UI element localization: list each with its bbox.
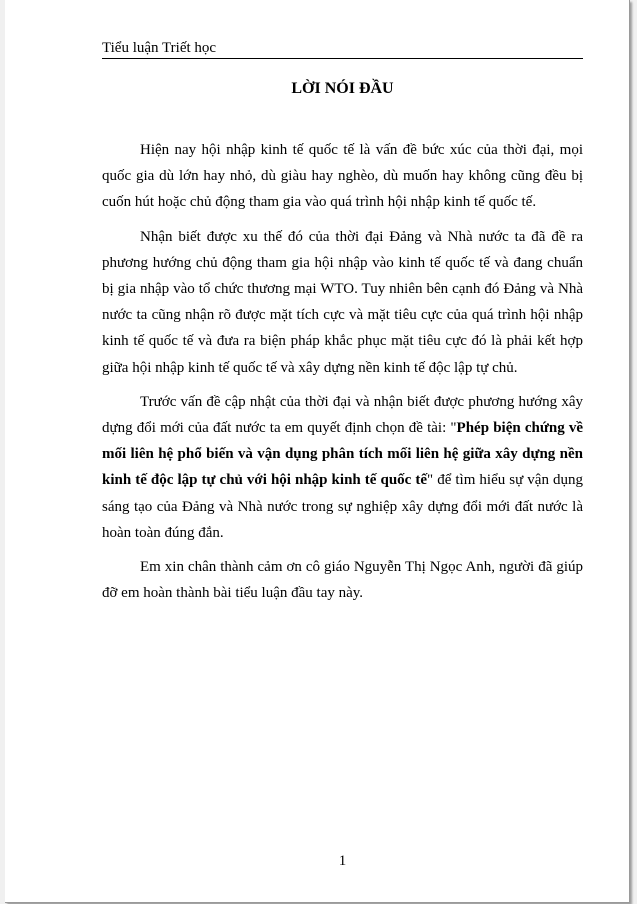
document-page (5, 0, 630, 903)
page-title: LỜI NÓI ĐẦU (291, 80, 394, 97)
paragraph-1: Hiện nay hội nhập kinh tế quốc tế là vấn đề bức xúc của thời đại, mọi quốc gia dù lớn hay nhỏ, dù giàu hay nghèo, dù muốn hay không cũng đều bị cuốn hút hoặc chủ động tham gia vào quá trình hội nhập kinh tế quốc tế. (102, 142, 583, 211)
body-text (102, 137, 583, 614)
paragraph-3-before: Trước vấn đề cập nhật của thời đại và nhận biết được phương hướng xây dựng đổi mới của đất nước ta em quyết định chọn đề tài: " (102, 393, 583, 437)
thesis-topic: Phép biện chứng về mối liên hệ phổ biến và vận dụng phân tích mối liên hệ giữa xây dựng nền kinh tế độc lập tự chủ với hội nhập kinh tế quốc tế (102, 420, 583, 489)
paragraph-4: Em xin chân thành cảm ơn cô giáo Nguyễn Thị Ngọc Anh, người đã giúp đỡ em hoàn thành bài tiểu luận đầu tay này. (102, 559, 583, 602)
page-header: Tiểu luận Triết học (102, 38, 583, 59)
page-number: 1 (338, 853, 347, 869)
paragraph-3 (102, 389, 583, 546)
paragraph-3-after: " để tìm hiểu sự vận dụng sáng tạo của Đảng và Nhà nước trong sự nghiệp xây dựng đổi mới đất nước là hoàn toàn đúng đắn. (102, 472, 583, 541)
paragraph-2: Nhận biết được xu thế đó của thời đại Đảng và Nhà nước ta đã đề ra phương hướng chủ động tham gia hội nhập vào kinh tế quốc tế và đang chuẩn bị gia nhập vào tổ chức thương mại WTO. Tuy nhiên bên cạnh đó Đảng và Nhà nước ta cũng nhận rõ được mặt tích cực và mặt tiêu cực của quá trình hội nhập kinh tế quốc tế và đưa ra biện pháp khắc phục mặt tiêu cực đó là phải kết hợp giữa hội nhập kinh tế quốc tế và xây dựng nền kinh tế độc lập tự chủ. (102, 228, 583, 376)
